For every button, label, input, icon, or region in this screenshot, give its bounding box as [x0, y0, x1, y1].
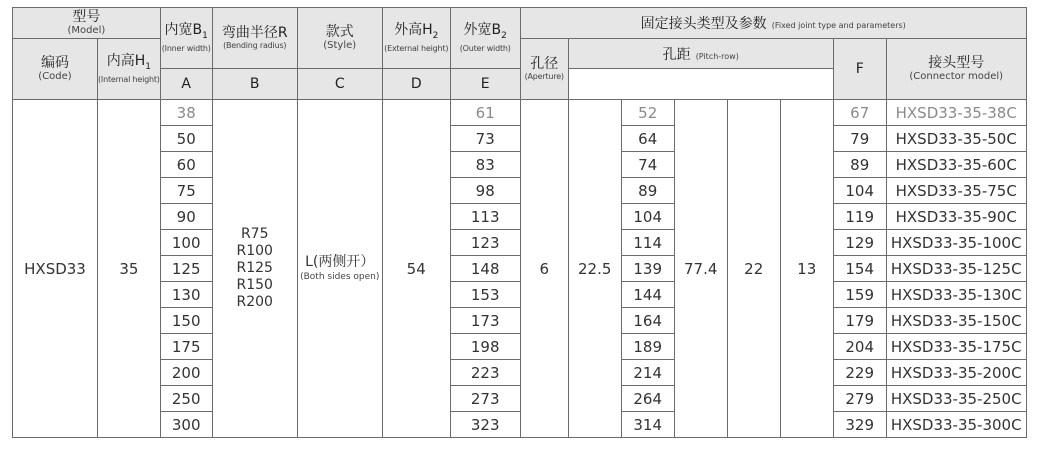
- connector-model-cell: HXSD33-35-125C: [886, 256, 1026, 282]
- outer-width-cell: 173: [450, 308, 520, 334]
- aperture-cell: 6: [520, 100, 568, 438]
- inner-width-cell: 60: [160, 152, 212, 178]
- F-cell: 89: [833, 152, 886, 178]
- inner-width-cell: 100: [160, 230, 212, 256]
- outer-width-cell: 148: [450, 256, 520, 282]
- outer-height-cell: 54: [382, 100, 450, 438]
- table-row: [13, 152, 1027, 178]
- spec-table-wrapper: [12, 7, 1027, 438]
- pitch-B-cell: 64: [621, 126, 674, 152]
- pitch-C-cell: 77.4: [674, 100, 727, 438]
- header-D: D: [382, 69, 450, 100]
- style-main-label: L(两侧开）: [305, 254, 375, 270]
- pitch-D-cell: 22: [727, 100, 780, 438]
- header-outer-height: 外高$H_2$ (External height): [382, 8, 450, 69]
- inner-width-cell: 75: [160, 178, 212, 204]
- bending-radius-item: R200: [236, 294, 273, 310]
- outer-width-cell: 113: [450, 204, 520, 230]
- table-row: [13, 178, 1027, 204]
- style-sub-label: (Both sides open): [300, 272, 380, 282]
- inner-width-cell: 125: [160, 256, 212, 282]
- inner-width-cell: 50: [160, 126, 212, 152]
- code-cell: HXSD33: [13, 100, 98, 438]
- header-A: A: [160, 69, 212, 100]
- outer-width-cell: 273: [450, 386, 520, 412]
- header-aperture: 孔径 (Aperture): [520, 39, 568, 100]
- F-cell: 229: [833, 360, 886, 386]
- outer-width-cell: 153: [450, 282, 520, 308]
- table-row: [13, 126, 1027, 152]
- table-row: [13, 282, 1027, 308]
- table-row: [13, 204, 1027, 230]
- pitch-B-cell: 89: [621, 178, 674, 204]
- bending-radius-item: R100: [236, 243, 273, 259]
- F-cell: 179: [833, 308, 886, 334]
- header-code: 编码 (Code): [13, 39, 98, 100]
- outer-width-cell: 73: [450, 126, 520, 152]
- table-row: [13, 412, 1027, 438]
- F-cell: 329: [833, 412, 886, 438]
- connector-model-cell: HXSD33-35-50C: [886, 126, 1026, 152]
- bending-radius-item: R125: [236, 260, 273, 276]
- pitch-B-cell: 52: [621, 100, 674, 126]
- header-bending-radius: 弯曲半径R (Bending radius): [212, 8, 297, 69]
- pitch-B-cell: 164: [621, 308, 674, 334]
- header-inner-width: 内宽$B_1$ (Inner width): [160, 8, 212, 69]
- connector-model-cell: HXSD33-35-100C: [886, 230, 1026, 256]
- inner-width-cell: 150: [160, 308, 212, 334]
- pitch-A-cell: 22.5: [568, 100, 621, 438]
- header-style: 款式 (Style): [297, 8, 382, 69]
- header-outer-width: 外宽$B_2$ (Outer width): [450, 8, 520, 69]
- outer-width-cell: 83: [450, 152, 520, 178]
- connector-model-cell: HXSD33-35-200C: [886, 360, 1026, 386]
- inner-height-cell: 35: [98, 100, 161, 438]
- style-cell: [297, 100, 382, 438]
- connector-model-cell: HXSD33-35-150C: [886, 308, 1026, 334]
- pitch-B-cell: 189: [621, 334, 674, 360]
- F-cell: 119: [833, 204, 886, 230]
- header-connector-model: 接头型号 (Connector model): [886, 39, 1026, 100]
- connector-model-cell: HXSD33-35-250C: [886, 386, 1026, 412]
- connector-model-cell: HXSD33-35-300C: [886, 412, 1026, 438]
- table-row: [13, 256, 1027, 282]
- outer-width-cell: 123: [450, 230, 520, 256]
- bending-radius-list: [213, 226, 297, 311]
- header-pitch-row: 孔距 (Pitch-row): [568, 39, 833, 69]
- outer-width-cell: 323: [450, 412, 520, 438]
- table-row: [13, 100, 1027, 126]
- connector-model-cell: HXSD33-35-130C: [886, 282, 1026, 308]
- spec-table: [12, 7, 1027, 438]
- bending-radius-cell: [212, 100, 297, 438]
- F-cell: 204: [833, 334, 886, 360]
- outer-width-cell: 61: [450, 100, 520, 126]
- connector-model-cell: HXSD33-35-175C: [886, 334, 1026, 360]
- inner-width-cell: 200: [160, 360, 212, 386]
- table-body: [13, 100, 1027, 438]
- F-cell: 154: [833, 256, 886, 282]
- table-row: [13, 334, 1027, 360]
- F-cell: 129: [833, 230, 886, 256]
- header-inner-height: 内高$H_1$ (Internal height): [98, 39, 161, 100]
- header-fixed-joint: 固定接头类型及参数 (Fixed joint type and parameters): [520, 8, 1026, 39]
- F-cell: 279: [833, 386, 886, 412]
- F-cell: 159: [833, 282, 886, 308]
- pitch-B-cell: 114: [621, 230, 674, 256]
- connector-model-cell: HXSD33-35-38C: [886, 100, 1026, 126]
- pitch-B-cell: 214: [621, 360, 674, 386]
- pitch-B-cell: 74: [621, 152, 674, 178]
- header-E: E: [450, 69, 520, 100]
- header-model: 型号 (Model): [13, 8, 161, 39]
- inner-width-cell: 250: [160, 386, 212, 412]
- pitch-E-cell: 13: [780, 100, 833, 438]
- connector-model-cell: HXSD33-35-60C: [886, 152, 1026, 178]
- bending-radius-item: R75: [240, 226, 269, 242]
- F-cell: 67: [833, 100, 886, 126]
- inner-width-cell: 90: [160, 204, 212, 230]
- table-row: [13, 230, 1027, 256]
- inner-width-cell: 300: [160, 412, 212, 438]
- pitch-B-cell: 104: [621, 204, 674, 230]
- header-B: B: [212, 69, 297, 100]
- connector-model-cell: HXSD33-35-75C: [886, 178, 1026, 204]
- inner-width-cell: 38: [160, 100, 212, 126]
- pitch-B-cell: 314: [621, 412, 674, 438]
- inner-width-cell: 130: [160, 282, 212, 308]
- outer-width-cell: 198: [450, 334, 520, 360]
- outer-width-cell: 98: [450, 178, 520, 204]
- outer-width-cell: 223: [450, 360, 520, 386]
- header-F: F: [833, 39, 886, 100]
- bending-radius-item: R150: [236, 277, 273, 293]
- F-cell: 79: [833, 126, 886, 152]
- inner-width-cell: 175: [160, 334, 212, 360]
- F-cell: 104: [833, 178, 886, 204]
- table-row: [13, 386, 1027, 412]
- pitch-B-cell: 144: [621, 282, 674, 308]
- pitch-B-cell: 139: [621, 256, 674, 282]
- table-row: [13, 360, 1027, 386]
- connector-model-cell: HXSD33-35-90C: [886, 204, 1026, 230]
- header-C: C: [297, 69, 382, 100]
- pitch-B-cell: 264: [621, 386, 674, 412]
- table-row: [13, 308, 1027, 334]
